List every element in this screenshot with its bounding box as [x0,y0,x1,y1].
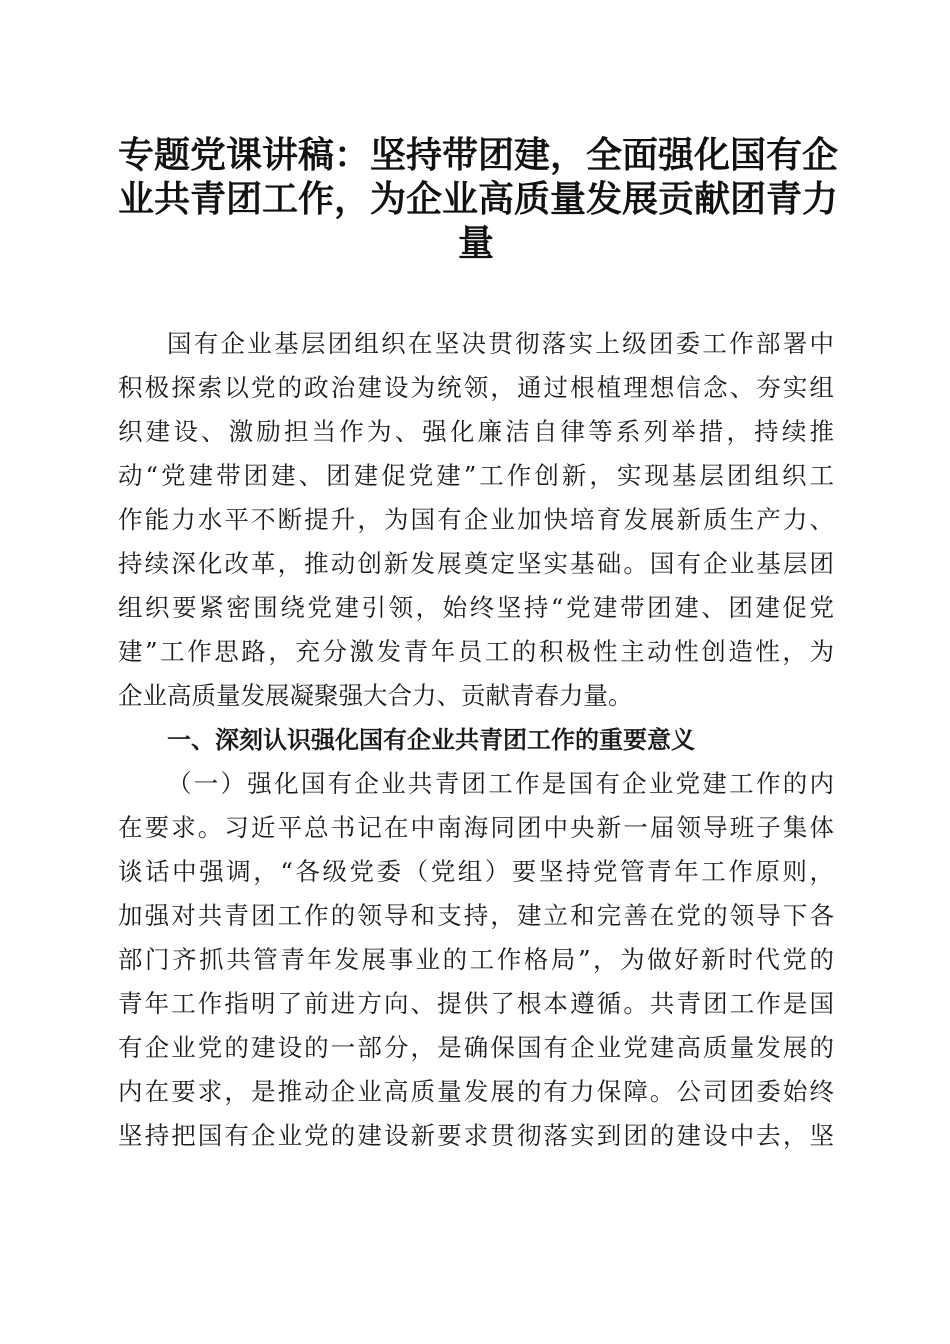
paragraph-line: 作能力水平不断提升，为国有企业加快培育发展新质生产力、 [118,505,834,534]
paragraph-line: 加强对共青团工作的领导和支持，建立和完善在党的领导下各 [118,901,834,930]
paragraph-line: 国有企业基层团组织在坚决贯彻落实上级团委工作部署中 [167,329,834,358]
section-heading: 一、深刻认识强化国有企业共青团工作的重要意义 [167,726,695,754]
title-line: 业共青团工作，为企业高质量发展贡献团青力 [118,178,839,220]
paragraph-line: 积极探索以党的政治建设为统领，通过根植理想信念、夯实组 [118,373,834,402]
paragraph-line: 坚持把国有企业党的建设新要求贯彻落实到团的建设中去，坚 [118,1121,834,1150]
paragraph-line: 企业高质量发展凝聚强大合力、贡献青春力量。 [118,681,633,710]
paragraph-section1-1 [118,762,834,1158]
title-line: 量 [457,222,494,264]
paragraph-line: 部门齐抓共管青年发展事业的工作格局”，为做好新时代党的 [118,945,834,974]
paragraph-line: 持续深化改革，推动创新发展奠定坚实基础。国有企业基层团 [118,549,834,578]
paragraph-intro [118,322,834,718]
paragraph-line: 谈话中强调，“各级党委（党组）要坚持党管青年工作原则， [118,857,834,886]
paragraph-line: 有企业党的建设的一部分，是确保国有企业党建高质量发展的 [118,1033,834,1062]
paragraph-line: 组织要紧密围绕党建引领，始终坚持“党建带团建、团建促党 [118,593,834,622]
document-title [118,133,839,265]
paragraph-line: 在要求。习近平总书记在中南海同团中央新一届领导班子集体 [118,813,834,842]
paragraph-line: （一）强化国有企业共青团工作是国有企业党建工作的内 [167,769,834,798]
document-body [118,322,834,1158]
paragraph-line: 织建设、激励担当作为、强化廉洁自律等系列举措，持续推 [118,417,834,446]
paragraph-line: 建”工作思路，充分激发青年员工的积极性主动性创造性，为 [118,637,834,666]
title-line: 专题党课讲稿：坚持带团建，全面强化国有企 [118,134,839,176]
paragraph-line: 动“党建带团建、团建促党建”工作创新，实现基层团组织工 [118,461,834,490]
paragraph-line: 青年工作指明了前进方向、提供了根本遵循。共青团工作是国 [118,989,834,1018]
paragraph-line: 内在要求，是推动企业高质量发展的有力保障。公司团委始终 [118,1077,834,1106]
